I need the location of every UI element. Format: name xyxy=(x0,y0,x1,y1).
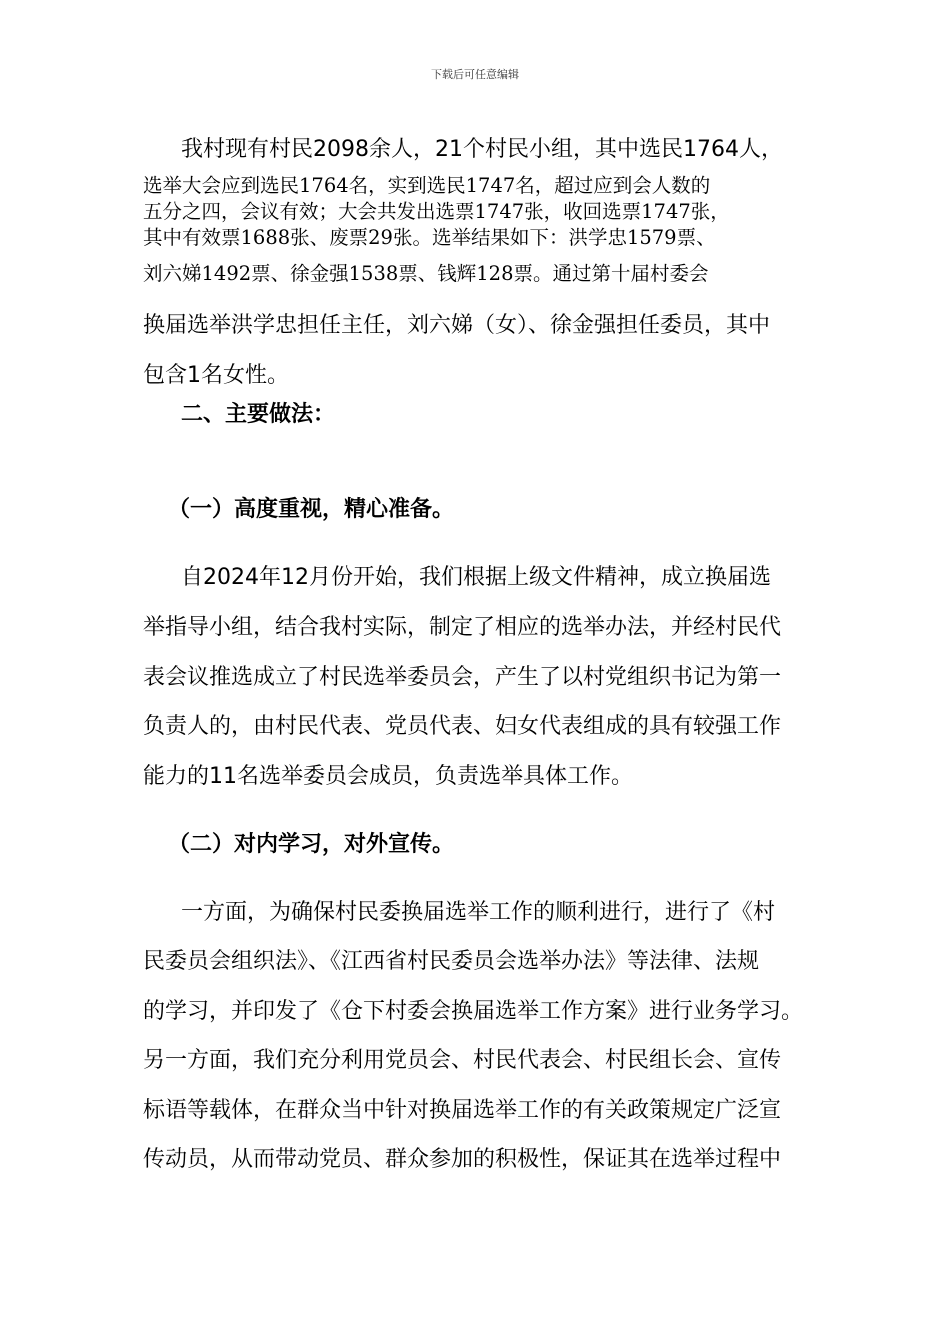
section-heading: 二、主要做法： xyxy=(181,402,336,427)
text-line: 其中有效票1688张、废票29张。选举结果如下：洪学忠1579票、 xyxy=(143,226,716,249)
subsection-heading: （二）对内学习，对外宣传。 xyxy=(168,832,455,857)
header-note: 下载后可任意编辑 xyxy=(431,68,519,81)
text-line: 表会议推选成立了村民选举委员会，产生了以村党组织书记为第一 xyxy=(143,665,782,690)
text-line: 我村现有村民2098余人，21个村民小组，其中选民1764人， xyxy=(181,137,783,162)
text-line: 选举大会应到选民1764名，实到选民1747名，超过应到会人数的 xyxy=(143,174,711,197)
text-line: 包含1名女性。 xyxy=(143,363,289,388)
subsection-heading: （一）高度重视，精心准备。 xyxy=(168,497,455,522)
text-line: 五分之四，会议有效；大会共发出选票1747张，收回选票1747张， xyxy=(143,200,730,223)
text-line: 负责人的，由村民代表、党员代表、妇女代表组成的具有较强工作 xyxy=(143,714,782,739)
text-line: 一方面，为确保村民委换届选举工作的顺利进行，进行了《村 xyxy=(181,900,776,925)
text-line: 传动员，从而带动党员、群众参加的积极性，保证其在选举过程中 xyxy=(143,1147,782,1172)
text-line: 能力的11名选举委员会成员，负责选举具体工作。 xyxy=(143,764,633,789)
text-line: 自2024年12月份开始，我们根据上级文件精神，成立换届选 xyxy=(181,565,771,590)
text-line: 民委员会组织法》、《江西省村民委员会选举办法》等法律、法规 xyxy=(143,949,760,974)
text-line: 的学习，并印发了《仓下村委会换届选举工作方案》进行业务学习。 xyxy=(143,999,804,1024)
text-line: 另一方面，我们充分利用党员会、村民代表会、村民组长会、宣传 xyxy=(143,1048,782,1073)
text-line: 刘六娣1492票、徐金强1538票、钱辉128票。通过第十届村委会 xyxy=(143,262,709,285)
text-line: 举指导小组，结合我村实际，制定了相应的选举办法，并经村民代 xyxy=(143,615,782,640)
text-line: 标语等载体，在群众当中针对换届选举工作的有关政策规定广泛宣 xyxy=(143,1098,782,1123)
text-line: 换届选举洪学忠担任主任，刘六娣（女）、徐金强担任委员，其中 xyxy=(143,313,771,338)
